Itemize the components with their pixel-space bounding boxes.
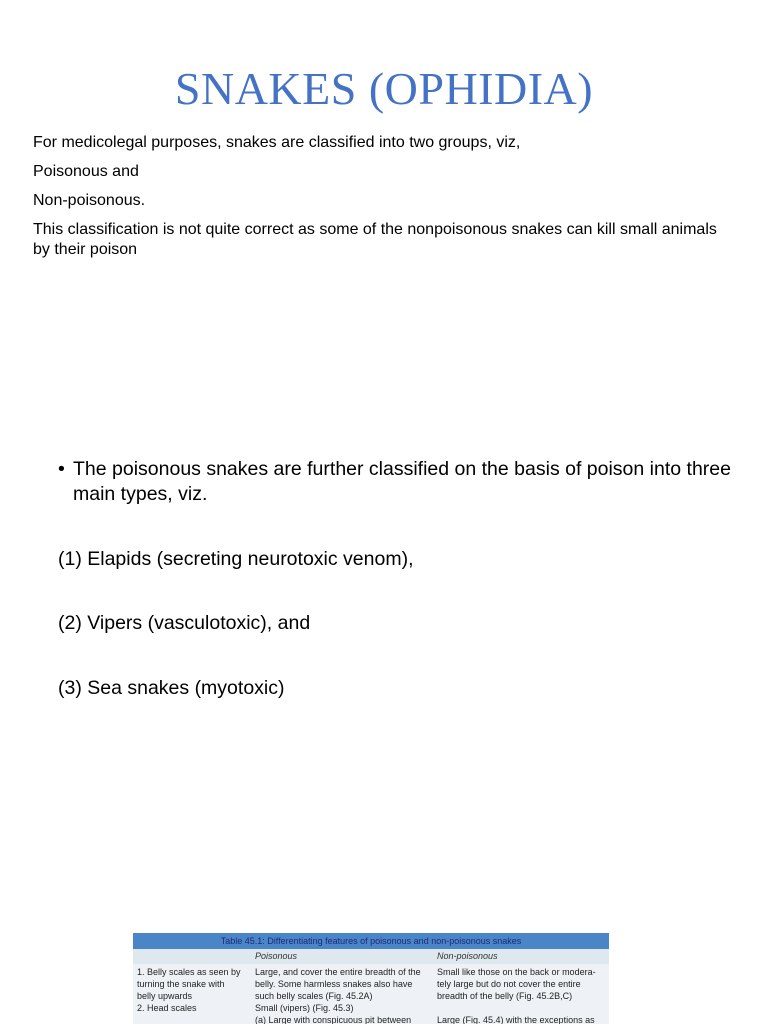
table-cell: 1. Belly scales as seen by turning the snake with belly upwards <box>137 967 241 1001</box>
table-cell: Small like those on the back or modera- tely large but do not cover the entire breadth of the belly (Fig. 45.2B,C) <box>437 967 596 1001</box>
slide-title: SNAKES (OPHIDIA) <box>174 63 594 114</box>
bullet-text: The poisonous snakes are further classified on the basis of poison into three main types, viz. <box>73 458 731 505</box>
intro-line: For medicolegal purposes, snakes are classified into two groups, viz, <box>33 134 521 151</box>
table-header-cell: Poisonous <box>255 951 298 961</box>
table-cell: Large (Fig. 45.4) with the exceptions as <box>437 1015 595 1024</box>
table-row <box>133 1002 609 1024</box>
intro-line: Non-poisonous. <box>33 192 146 209</box>
table-header-row <box>133 949 609 964</box>
intro-line: Poisonous and <box>33 163 139 180</box>
table-cell: 2. Head scales <box>137 1003 197 1013</box>
bullet-item <box>58 457 738 507</box>
type-item-elapids: (1) Elapids (secreting neurotoxic venom), <box>58 548 414 570</box>
table-header-cell <box>133 949 251 964</box>
table-row <box>133 966 609 1002</box>
type-item-vipers: (2) Vipers (vasculotoxic), and <box>58 612 311 634</box>
differentiating-features-table <box>133 933 609 1024</box>
intro-line: This classification is not quite correct as some of the nonpoisonous snakes can kill small animals by their poison <box>33 221 717 258</box>
bullet-dot-icon: • <box>58 458 65 480</box>
intro-text <box>33 133 733 269</box>
table-cell: Large, and cover the entire breadth of the belly. Some harmless snakes also have such belly scales (Fig. 45.2A) <box>255 967 421 1001</box>
type-item-sea-snakes: (3) Sea snakes (myotoxic) <box>58 677 285 699</box>
table-header-cell: Non-poisonous <box>437 951 498 961</box>
bullet-list <box>58 457 738 507</box>
table-caption: Table 45.1: Differentiating features of poisonous and non-poisonous snakes <box>133 933 609 949</box>
table-cell: Small (vipers) (Fig. 45.3) (a) Large with conspicuous pit between <box>255 1003 412 1024</box>
